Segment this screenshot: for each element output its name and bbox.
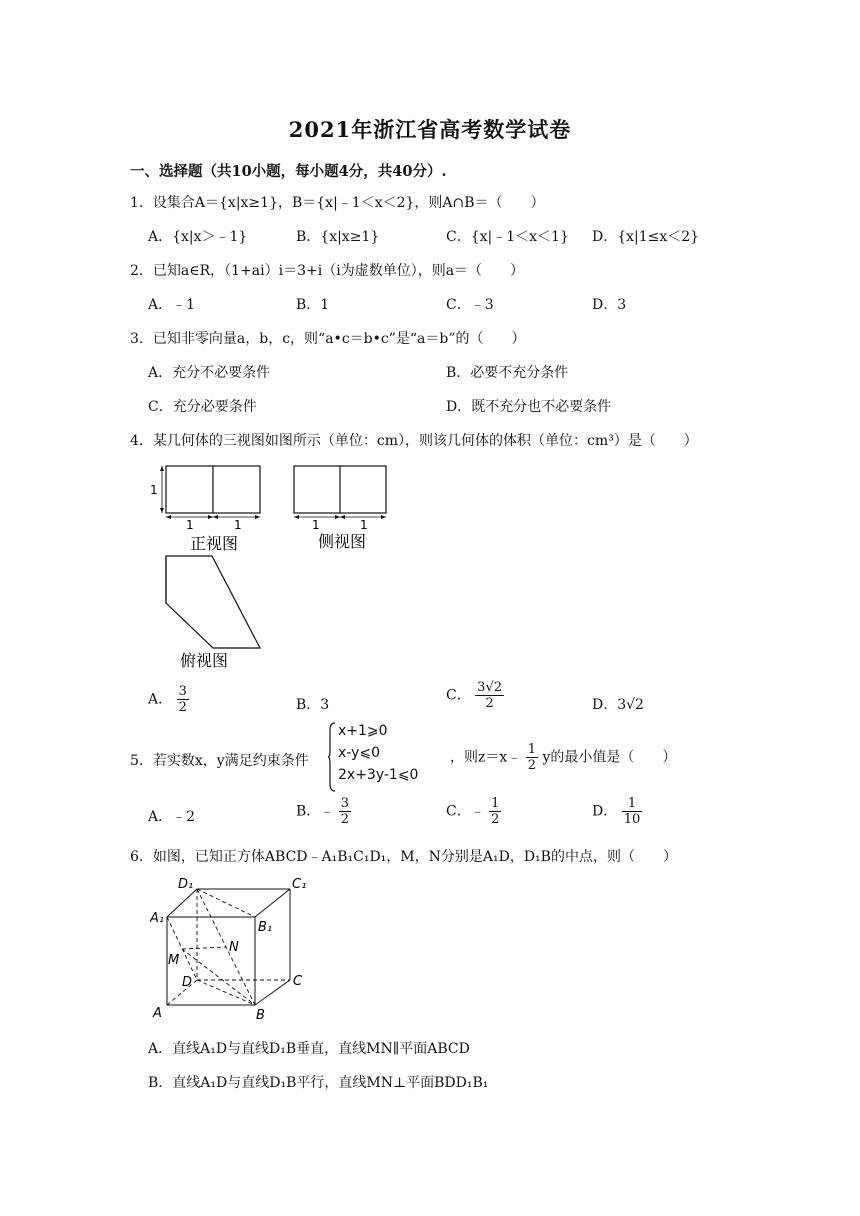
q4-a-fraction: $\frac{3}{2}$ [178,684,187,715]
top-view-outline [166,556,260,648]
q2-option-d: D．3 [592,297,627,313]
constraint-system [338,720,418,786]
constraint-2: x-y⩽0 [338,745,381,761]
question-3: 3．已知非零向量a，b，c，则“a•c＝b•c”是“a＝b”的（ ） [130,331,526,347]
q1-option-b: B．{x|x≥1} [296,229,380,245]
question-5-prefix: 5．若实数x，y满足约束条件 [130,753,309,769]
q5-c-fraction: $\frac{1}{2}$ [491,796,500,827]
q3-option-c: C．充分必要条件 [148,399,257,415]
q5-option-a: A．﹣2 [148,809,196,825]
q1-option-d: D．{x|1≤x＜2} [592,229,700,245]
cube-figure [150,872,320,1031]
q4-option-b: B．3 [296,697,330,713]
page-title: 2021年浙江省高考数学试卷 [288,117,572,142]
q5-half-fraction: $\frac{1}{2}$ [527,742,537,773]
label-d: D [182,975,193,990]
section-heading: 一、选择题（共10小题，每小题4分，共40分）. [130,163,447,180]
q2-option-b: B．1 [296,297,330,313]
front-width-label-1: 1 [186,518,194,532]
q3-option-b: B．必要不充分条件 [446,365,569,381]
cube-svg [150,872,320,1027]
q4-option-a: A． $\frac{3}{2}$ [148,684,187,715]
q5-b-fraction: $\frac{3}{2}$ [340,796,350,827]
constraint-1: x+1⩾0 [338,723,388,739]
q5-d-fraction: $\frac{1}{10}$ [623,796,641,827]
label-b: B [256,1008,265,1023]
front-width-label-2: 1 [234,518,242,532]
three-view-svg [140,455,400,680]
side-view-label: 侧视图 [318,532,367,551]
q1-option-c: C．{x|﹣1＜x＜1} [446,229,569,245]
side-width-label-1: 1 [312,518,320,532]
q3-option-d: D．既不充分也不必要条件 [446,399,612,415]
label-a1: A₁ [150,911,165,926]
label-d1: D₁ [178,877,194,892]
q5-option-d: D． $\frac{1}{10}$ [592,796,641,827]
question-2: 2．已知a∈R，（1+ai）i＝3+i（i为虚数单位），则a＝（ ） [130,263,525,279]
constraint-brace [328,722,336,792]
q4-option-c: C． $\frac{3√2}{2}$ [446,680,502,711]
q1-option-a: A．{x|x＞﹣1} [148,229,248,245]
q4-c-fraction: $\frac{3√2}{2}$ [477,680,502,711]
question-6: 6．如图，已知正方体ABCD﹣A₁B₁C₁D₁，M，N分别是A₁D，D₁B的中点，则（ ） [130,849,677,865]
question-5-objective: ，则z＝x﹣ $\frac{1}{2}$ y的最小值是（ ） [450,742,677,773]
top-view-label: 俯视图 [180,651,229,670]
q3-option-a: A．充分不必要条件 [148,365,271,381]
label-n: N [229,940,239,955]
q6-option-b: B．直线A₁D与直线D₁B平行，直线MN⊥平面BDD₁B₁ [148,1075,489,1091]
three-view-figure [140,455,400,684]
q5-option-c: C．﹣ $\frac{1}{2}$ [446,796,500,827]
q2-option-c: C．﹣3 [446,297,494,313]
label-c: C [293,974,303,989]
q2-option-a: A．﹣1 [148,297,196,313]
question-4: 4．某几何体的三视图如图所示（单位：cm），则该几何体的体积（单位：cm³）是（ ） [130,433,698,449]
q4-option-d: D．3√2 [592,697,644,713]
label-a: A [153,1006,162,1021]
label-m: M [168,953,180,968]
q5-option-b: B．﹣ $\frac{3}{2}$ [296,796,350,827]
label-c1: C₁ [292,877,307,892]
side-width-label-2: 1 [360,518,368,532]
label-b1: B₁ [258,920,273,935]
constraint-3: 2x+3y-1⩽0 [338,767,419,783]
front-view-label: 正视图 [190,534,239,553]
front-height-label: 1 [150,483,158,497]
question-1: 1．设集合A＝{x|x≥1}，B＝{x|﹣1＜x＜2}，则A∩B＝（ ） [130,195,545,211]
q6-option-a: A．直线A₁D与直线D₁B垂直，直线MN∥平面ABCD [148,1041,470,1057]
